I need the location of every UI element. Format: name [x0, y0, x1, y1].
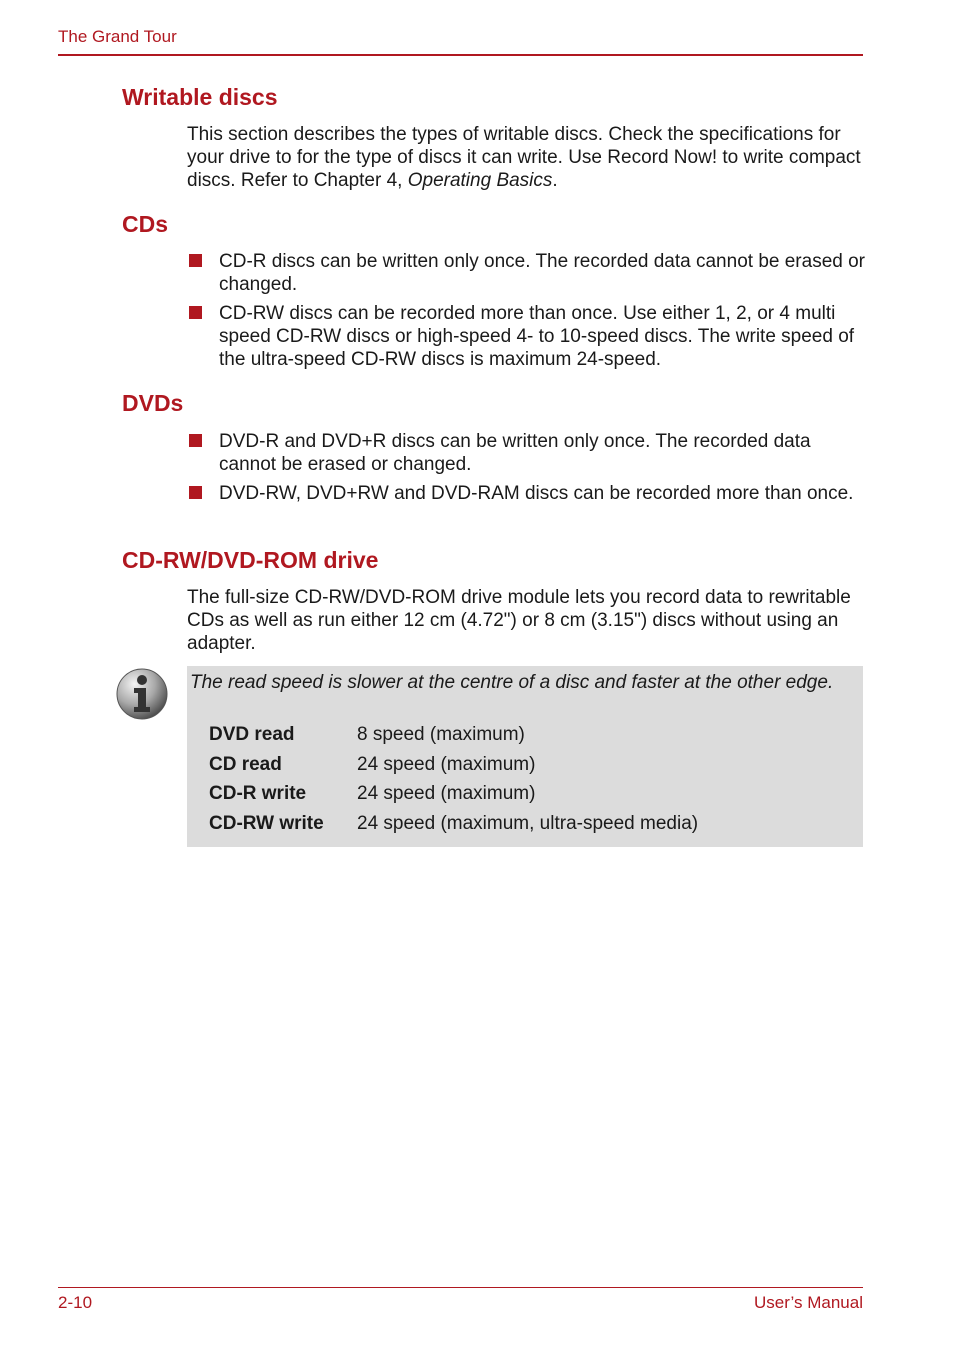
- header-divider: [58, 54, 863, 56]
- running-header: The Grand Tour: [58, 27, 177, 46]
- footer-divider: [58, 1287, 863, 1288]
- list-item: DVD-R and DVD+R discs can be written only once. The recorded data cannot be erased or changed.: [187, 430, 867, 476]
- heading-cds: CDs: [122, 211, 169, 237]
- spec-label: CD-RW write: [209, 813, 324, 834]
- writable-discs-paragraph: This section describes the types of writable discs. Check the specifications for your drive to for the type of discs it can write. Use Record Now! to write compact discs. Refer to Chapter 4, Operating Basics.: [187, 124, 861, 191]
- heading-dvds: DVDs: [122, 390, 184, 416]
- list-item: CD-RW discs can be recorded more than once. Use either 1, 2, or 4 multi speed CD-RW discs or high-speed 4- to 10-speed discs. The write speed of the ultra-speed CD-RW discs is maximum 24-speed.: [187, 302, 867, 371]
- list-item: DVD-RW, DVD+RW and DVD-RAM discs can be recorded more than once.: [187, 482, 867, 505]
- spec-label: DVD read: [209, 724, 295, 745]
- bullet-square-icon: [189, 434, 202, 447]
- note-text: The read speed is slower at the centre of a disc and faster at the other edge.: [190, 672, 834, 693]
- spec-value: 24 speed (maximum, ultra-speed media): [357, 813, 699, 834]
- drive-paragraph: The full-size CD-RW/DVD-ROM drive module lets you record data to rewritable CDs as well as run either 12 cm (4.72") or 8 cm (3.15") discs without using an adapter.: [187, 587, 851, 654]
- bullet-square-icon: [189, 306, 202, 319]
- bullet-square-icon: [189, 486, 202, 499]
- heading-writable-discs: Writable discs: [122, 84, 278, 110]
- bullet-square-icon: [189, 254, 202, 267]
- info-icon: [115, 667, 169, 721]
- spec-value: 8 speed (maximum): [357, 724, 525, 745]
- heading-drive: CD-RW/DVD-ROM drive: [122, 547, 379, 573]
- spec-value: 24 speed (maximum): [357, 754, 536, 775]
- spec-label: CD-R write: [209, 783, 307, 804]
- spec-value: 24 speed (maximum): [357, 783, 536, 804]
- page-number: 2-10: [58, 1293, 93, 1312]
- footer-title: User’s Manual: [754, 1293, 863, 1312]
- list-item: CD-R discs can be written only once. The recorded data cannot be erased or changed.: [187, 250, 867, 296]
- spec-label: CD read: [209, 754, 282, 775]
